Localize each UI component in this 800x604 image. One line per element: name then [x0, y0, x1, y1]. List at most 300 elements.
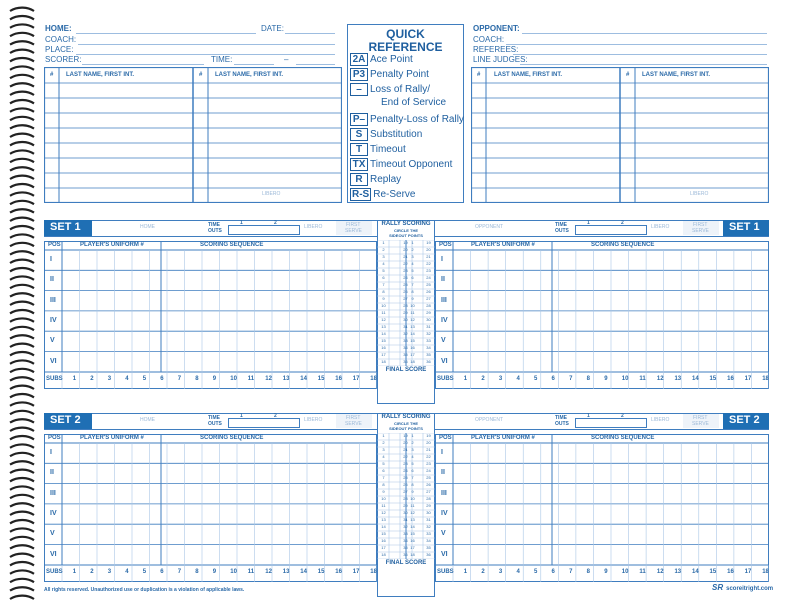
opp-timeout-boxes[interactable]: [575, 225, 647, 235]
opp-first-label: FIRST: [693, 222, 708, 228]
brand-logo: [712, 583, 773, 592]
opp-position-1: I: [441, 449, 443, 456]
rally-number: 9: [411, 489, 414, 494]
opp-sub-number: 8: [586, 569, 590, 575]
opp-scoring-header: SCORING SEQUENCE: [591, 435, 655, 441]
home-sub-number: 15: [317, 376, 325, 382]
home-sub-number: 11: [247, 569, 255, 575]
spiral-coil: [10, 453, 34, 456]
home-sub-number: 7: [177, 569, 182, 575]
opp-sub-number: 16: [727, 376, 734, 382]
rally-number: 35: [403, 545, 408, 550]
home-subs-label: SUBS: [46, 376, 63, 382]
opp-position-2: II: [441, 469, 445, 477]
rally-scoring-sub2: SIDEOUT POINTS: [389, 426, 423, 431]
rally-number: 10: [381, 303, 386, 308]
qr-text-loss-of-rally: Loss of Rally/: [370, 84, 431, 95]
rally-number: 29: [426, 503, 431, 508]
home-sub-number: 13: [282, 569, 290, 575]
rally-number: 21: [426, 447, 431, 452]
rally-number: 18: [381, 552, 386, 557]
spiral-coil: [10, 83, 34, 86]
scorer-field[interactable]: [82, 64, 204, 65]
spiral-coil: [10, 352, 34, 355]
opp-position-4: IV: [441, 509, 448, 517]
home-sub-number: 5: [142, 569, 147, 575]
spiral-coil: [10, 16, 34, 19]
opp-sub-number: 15: [709, 569, 717, 575]
opp-uniform-header: PLAYER'S UNIFORM #: [471, 435, 535, 441]
opp-sub-number: 18: [762, 376, 769, 382]
rally-number: 30: [426, 510, 431, 515]
rally-number: 27: [426, 296, 431, 301]
rally-number: 26: [426, 482, 431, 487]
home-sub-number: 11: [247, 376, 255, 382]
rally-number: 10: [410, 496, 415, 501]
rally-number: 1: [382, 240, 385, 245]
coach-label: COACH:: [45, 35, 77, 44]
rally-number: 21: [403, 254, 408, 259]
line-judges-field[interactable]: [520, 64, 767, 65]
opp-position-5: V: [441, 530, 446, 538]
opp-position-4: IV: [441, 316, 448, 324]
opp-timeouts-label-2: OUTS: [555, 421, 569, 427]
spiral-coil: [10, 503, 34, 506]
rally-number: 26: [426, 289, 431, 294]
home-sub-number: 10: [230, 569, 237, 575]
opp-roster-name-header: LAST NAME, FIRST INT.: [494, 72, 562, 78]
home-timeout-boxes[interactable]: [228, 225, 300, 235]
home-libero-label: LIBERO: [262, 191, 281, 197]
home-sub-number: 13: [282, 376, 290, 382]
rally-number: 20: [403, 440, 408, 445]
rally-number: 29: [403, 503, 408, 508]
coach-field[interactable]: [78, 44, 335, 45]
home-timeout-1-num: 1: [240, 413, 243, 419]
quick-reference-title: [348, 28, 463, 54]
spiral-coil: [10, 478, 34, 481]
rally-scoring-sub1: CIRCLE THE: [394, 421, 418, 426]
home-position-1: I: [50, 256, 52, 263]
rally-number: 29: [403, 310, 408, 315]
opp-pos-header: POS: [439, 242, 452, 248]
home-scoring-header: SCORING SEQUENCE: [200, 242, 264, 248]
time-end-field[interactable]: [296, 64, 335, 65]
opp-sub-number: 3: [498, 569, 503, 575]
qr-text-penalty-loss: Penalty-Loss of Rally: [370, 114, 464, 125]
rally-number: 17: [381, 545, 386, 550]
rally-number: 5: [382, 461, 385, 466]
rally-number: 21: [403, 447, 408, 452]
rally-number: 32: [403, 331, 408, 336]
place-field[interactable]: [76, 54, 335, 55]
spiral-coil: [10, 92, 34, 95]
rally-number: 6: [411, 275, 414, 280]
rally-number: 12: [410, 317, 415, 322]
spiral-coil: [10, 411, 34, 414]
spiral-coil: [10, 243, 34, 246]
rally-scoring-sub2: SIDEOUT POINTS: [389, 233, 423, 238]
rally-number: 3: [382, 447, 385, 452]
home-position-4: IV: [50, 316, 57, 324]
banner-home-label: HOME: [140, 224, 155, 230]
rally-number: 32: [403, 524, 408, 529]
opp-sub-number: 2: [481, 376, 485, 382]
set-1-label-right: SET 1: [723, 220, 769, 236]
home-timeout-boxes[interactable]: [228, 418, 300, 428]
spiral-coil: [10, 327, 34, 330]
opp-timeouts-label-1: TIME: [555, 415, 567, 421]
opp-sub-number: 12: [656, 376, 664, 382]
opp-sub-number: 13: [674, 376, 682, 382]
rally-number: 24: [426, 468, 431, 473]
rally-number: 3: [411, 254, 414, 259]
rally-number: 33: [403, 338, 408, 343]
spiral-coil: [10, 251, 34, 254]
home-roster-num-header: #: [50, 72, 54, 78]
rally-number: 22: [403, 454, 408, 459]
spiral-coil: [10, 167, 34, 170]
brand-name: scoreitright.com: [726, 586, 774, 592]
spiral-coil: [10, 41, 34, 44]
home-sub-number: 10: [230, 376, 237, 382]
rally-number: 18: [410, 359, 415, 364]
rally-number: 34: [403, 538, 408, 543]
qr-text-timeout-opponent: Timeout Opponent: [370, 159, 453, 170]
rally-number: 16: [381, 345, 386, 350]
spiral-coil: [10, 176, 34, 179]
spiral-coil: [10, 512, 34, 515]
rally-number: 22: [426, 454, 431, 459]
home-sub-number: 5: [142, 376, 147, 382]
opp-banner-libero: LIBERO: [651, 224, 670, 230]
rally-number: 7: [411, 475, 414, 480]
line-judges-label: LINE JUDGES:: [473, 55, 528, 64]
rally-number: 4: [382, 261, 385, 266]
rally-number: 28: [426, 496, 431, 501]
home-sub-number: 18: [370, 569, 377, 575]
spiral-coil: [10, 419, 34, 422]
time-start-field[interactable]: [234, 64, 274, 65]
opp-sub-number: 18: [762, 569, 769, 575]
home-sub-number: 8: [195, 376, 199, 382]
opp-sub-number: 17: [744, 569, 752, 575]
rally-number: 28: [426, 303, 431, 308]
rally-number: 24: [403, 468, 408, 473]
set-2-label-left: SET 2: [44, 413, 92, 429]
rally-number: 27: [403, 489, 408, 494]
rally-number: 34: [426, 538, 431, 543]
spiral-coil: [10, 184, 34, 187]
opponent-label: OPPONENT:: [473, 24, 520, 33]
rally-number: 26: [403, 289, 408, 294]
rally-number: 15: [381, 531, 386, 536]
opp-sub-number: 10: [621, 569, 629, 575]
opp-first-label: FIRST: [693, 415, 708, 421]
rally-number: 33: [403, 531, 408, 536]
spiral-coil: [10, 192, 34, 195]
opp-position-2: II: [441, 276, 445, 284]
opp-coach-field[interactable]: [506, 44, 767, 45]
rally-number: 12: [381, 317, 386, 322]
home-scoring-grid[interactable]: [44, 241, 377, 389]
date-field[interactable]: [285, 33, 335, 34]
final-score-label: FINAL SCORE: [385, 367, 427, 373]
home-sub-number: 8: [195, 569, 199, 575]
rally-number: 33: [426, 338, 431, 343]
rally-number: 5: [411, 461, 414, 466]
opp-timeout-2-num: 2: [621, 413, 624, 419]
rally-number: 28: [403, 496, 408, 501]
home-position-5: V: [50, 530, 55, 538]
home-position-2: II: [50, 276, 54, 284]
opp-sub-number: 4: [516, 376, 520, 382]
rally-number: 31: [403, 517, 408, 522]
rally-number: 23: [426, 461, 431, 466]
home-timeouts-label-1: TIME: [208, 222, 220, 228]
opp-sub-number: 3: [498, 376, 503, 382]
home-position-6: VI: [50, 357, 57, 365]
rally-number: 17: [410, 545, 415, 550]
rally-number: 2: [411, 247, 414, 252]
home-field[interactable]: [76, 33, 256, 34]
rally-number: 23: [426, 268, 431, 273]
opp-sub-number: 16: [727, 569, 734, 575]
qr-item-reserve: [350, 188, 415, 201]
home-banner-libero: LIBERO: [304, 224, 323, 230]
opponent-roster-table[interactable]: [471, 67, 769, 203]
opp-sub-number: 12: [656, 569, 664, 575]
set-2-label-right: SET 2: [723, 413, 769, 429]
home-scoring-header: SCORING SEQUENCE: [200, 435, 264, 441]
rally-number: 5: [411, 268, 414, 273]
home-sub-number: 4: [125, 376, 129, 382]
rally-number: 25: [403, 475, 408, 480]
opp-pos-header: POS: [439, 435, 452, 441]
home-position-4: IV: [50, 509, 57, 517]
final-score-label: FINAL SCORE: [385, 560, 427, 566]
rally-number: 20: [403, 247, 408, 252]
opp-roster-num-header-2: #: [626, 72, 630, 78]
copyright-notice: All rights reserved. Unauthorized use or duplication is a violation of applicable laws.: [44, 587, 245, 593]
home-roster-name-header: LAST NAME, FIRST INT.: [66, 72, 134, 78]
rally-number: 7: [411, 282, 414, 287]
rally-number: 36: [403, 552, 408, 557]
rally-number: 34: [403, 345, 408, 350]
rally-number: 18: [410, 552, 415, 557]
rally-number: 36: [403, 359, 408, 364]
rally-number: 13: [381, 324, 386, 329]
home-sub-number: 2: [90, 569, 94, 575]
rally-number: 30: [403, 317, 408, 322]
rally-number: 17: [381, 352, 386, 357]
home-first-label: FIRST: [346, 415, 361, 421]
spiral-coil: [10, 150, 34, 153]
opp-sub-number: 5: [534, 569, 538, 575]
spiral-coil: [10, 520, 34, 523]
spiral-coil: [10, 100, 34, 103]
opp-sub-number: 14: [692, 569, 699, 575]
qr-text-reserve: Re-Serve: [373, 189, 416, 200]
opp-timeout-boxes[interactable]: [575, 418, 647, 428]
opp-serve-label: SERVE: [692, 228, 709, 234]
spiral-coil: [10, 260, 34, 263]
grid-border: [436, 242, 769, 389]
spiral-coil: [10, 234, 34, 237]
rally-number: 25: [403, 282, 408, 287]
spiral-coil: [10, 596, 34, 599]
home-sub-number: 12: [265, 376, 272, 382]
spiral-coil: [10, 402, 34, 405]
opp-timeout-1-num: 1: [587, 413, 590, 419]
rally-number: 29: [426, 310, 431, 315]
rally-number: 14: [381, 524, 386, 529]
home-timeout-2-num: 2: [274, 413, 277, 419]
home-sub-number: 16: [335, 569, 342, 575]
scorer-label: SCORER:: [45, 55, 82, 64]
spiral-coil: [10, 470, 34, 473]
rally-number: 6: [382, 275, 385, 280]
spiral-coil: [10, 461, 34, 464]
home-first-label: FIRST: [346, 222, 361, 228]
rally-number: 8: [411, 289, 414, 294]
rally-number: 36: [426, 359, 431, 364]
opp-position-6: VI: [441, 357, 448, 365]
opp-libero-label: LIBERO: [690, 191, 709, 197]
rally-number: 27: [403, 296, 408, 301]
home-sub-number: 9: [212, 569, 217, 575]
qr-item-replay: [350, 173, 401, 186]
opp-scoring-grid[interactable]: [435, 434, 769, 582]
qr-text-ace: Ace Point: [370, 54, 413, 65]
rally-number: 19: [426, 240, 431, 245]
home-banner-libero: LIBERO: [304, 417, 323, 423]
rally-number: 28: [403, 303, 408, 308]
rally-number: 9: [382, 489, 385, 494]
rally-number: 7: [382, 282, 385, 287]
home-label: HOME:: [45, 24, 72, 33]
qr-item-timeout: [350, 143, 406, 156]
time-label: TIME:: [211, 55, 233, 64]
home-subs-label: SUBS: [46, 569, 63, 575]
banner-home-label: HOME: [140, 417, 155, 423]
rally-number: 36: [426, 552, 431, 557]
home-sub-number: 18: [370, 376, 377, 382]
rally-number: 15: [410, 338, 415, 343]
rally-number: 13: [381, 517, 386, 522]
home-uniform-header: PLAYER'S UNIFORM #: [80, 435, 144, 441]
rally-number: 27: [426, 489, 431, 494]
grid-border: [45, 435, 377, 582]
home-sub-number: 3: [107, 569, 112, 575]
rally-number: 23: [403, 268, 408, 273]
opp-uniform-header: PLAYER'S UNIFORM #: [471, 242, 535, 248]
rally-number: 2: [382, 247, 385, 252]
qr-code-substitution: S: [350, 128, 368, 141]
referees-field[interactable]: [513, 54, 767, 55]
opponent-field[interactable]: [522, 33, 767, 34]
banner-opponent-label: OPPONENT: [475, 417, 504, 423]
rally-number: 16: [410, 538, 415, 543]
rally-number: 19: [426, 433, 431, 438]
spiral-coil: [10, 495, 34, 498]
opp-sub-number: 9: [604, 376, 608, 382]
qr-code-ace: 2A: [350, 53, 368, 66]
rally-scoring-title: RALLY SCORING: [381, 221, 431, 227]
opp-scoring-grid[interactable]: [435, 241, 769, 389]
opp-sub-number: 1: [463, 376, 468, 382]
home-sub-number: 17: [352, 376, 360, 382]
rally-number: 6: [411, 468, 414, 473]
rally-number: 10: [381, 496, 386, 501]
opp-sub-number: 6: [551, 376, 555, 382]
opp-sub-number: 4: [516, 569, 520, 575]
rally-number: 4: [411, 454, 414, 459]
banner-opponent-label: OPPONENT: [475, 224, 504, 230]
rally-number: 11: [410, 503, 415, 508]
home-timeouts-label-2: OUTS: [208, 228, 222, 234]
spiral-coil: [10, 268, 34, 271]
rally-number: 15: [410, 531, 415, 536]
rally-number: 21: [426, 254, 431, 259]
qr-code-penalty-loss: P–: [350, 113, 368, 126]
spiral-coil: [10, 377, 34, 380]
rally-number: 3: [382, 254, 385, 259]
spiral-coil: [10, 218, 34, 221]
rally-number: 25: [426, 282, 431, 287]
rally-number: 17: [410, 352, 415, 357]
home-position-6: VI: [50, 550, 57, 558]
opp-sub-number: 10: [621, 376, 629, 382]
rally-number: 32: [426, 524, 431, 529]
home-sub-number: 17: [352, 569, 360, 575]
rally-number: 13: [410, 517, 415, 522]
home-sub-number: 6: [160, 376, 164, 382]
opp-timeout-2-num: 2: [621, 220, 624, 226]
opp-position-3: III: [441, 296, 447, 304]
rally-number: 31: [426, 324, 431, 329]
home-sub-number: 1: [72, 376, 77, 382]
opp-timeouts-label-1: TIME: [555, 222, 567, 228]
rally-number: 19: [403, 240, 408, 245]
rally-number: 5: [382, 268, 385, 273]
qr-item-end-of-service: [381, 97, 446, 108]
rally-number: 16: [410, 345, 415, 350]
qr-item-penalty-point: [350, 68, 429, 81]
qr-code-penalty-point: P3: [350, 68, 368, 81]
home-roster-name-header-2: LAST NAME, FIRST INT.: [215, 72, 283, 78]
home-roster-num-header-2: #: [199, 72, 203, 78]
spiral-coil: [10, 209, 34, 212]
spiral-coil: [10, 58, 34, 61]
opp-banner-libero: LIBERO: [651, 417, 670, 423]
home-scoring-grid[interactable]: [44, 434, 377, 582]
rally-number: 3: [411, 447, 414, 452]
spiral-coil: [10, 486, 34, 489]
rally-number: 35: [403, 352, 408, 357]
rally-number: 11: [410, 310, 415, 315]
rally-number: 1: [382, 433, 385, 438]
spiral-coil: [10, 302, 34, 305]
rally-number: 11: [381, 310, 386, 315]
rally-number: 25: [426, 475, 431, 480]
home-sub-number: 7: [177, 376, 182, 382]
rally-scoring-title: RALLY SCORING: [381, 414, 431, 420]
opp-position-6: VI: [441, 550, 448, 558]
date-label: DATE:: [261, 24, 284, 33]
home-roster-table[interactable]: [44, 67, 342, 203]
qr-text-replay: Replay: [370, 174, 402, 185]
